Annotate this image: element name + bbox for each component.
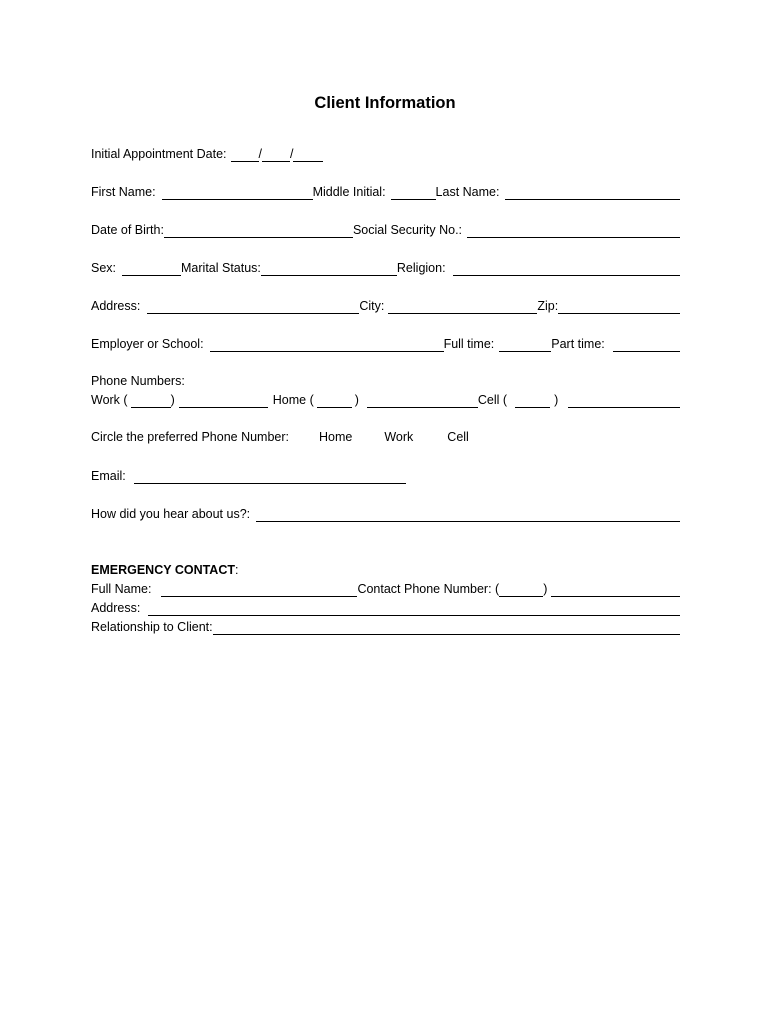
emergency-contact-heading: EMERGENCY CONTACT bbox=[91, 563, 235, 577]
work-phone-field[interactable] bbox=[179, 394, 268, 408]
date-of-birth-field[interactable] bbox=[164, 224, 353, 238]
preferred-option-work[interactable]: Work bbox=[384, 430, 414, 444]
last-name-field[interactable] bbox=[505, 186, 680, 200]
referral-label: How did you hear about us?: bbox=[91, 507, 251, 521]
appointment-day-field[interactable] bbox=[262, 148, 290, 162]
emergency-address-label: Address: bbox=[91, 601, 141, 615]
date-of-birth-label: Date of Birth: bbox=[91, 223, 164, 237]
religion-field[interactable] bbox=[453, 262, 680, 276]
sex-label: Sex: bbox=[91, 261, 117, 275]
sex-field[interactable] bbox=[122, 262, 181, 276]
address-row bbox=[91, 298, 680, 314]
first-name-label: First Name: bbox=[91, 185, 156, 199]
referral-row bbox=[91, 506, 680, 522]
relationship-label: Relationship to Client: bbox=[91, 620, 213, 634]
middle-initial-field[interactable] bbox=[391, 186, 436, 200]
appointment-row bbox=[91, 146, 680, 162]
full-time-label: Full time: bbox=[443, 337, 495, 351]
cell-phone-field[interactable] bbox=[568, 394, 680, 408]
preferred-phone-row bbox=[91, 429, 680, 445]
phones-row bbox=[91, 392, 680, 408]
preferred-option-home[interactable]: Home bbox=[319, 430, 353, 444]
emergency-phone-label: Contact Phone Number: ( bbox=[357, 582, 500, 596]
emergency-address-row bbox=[91, 600, 680, 616]
appointment-date-label: Initial Appointment Date: bbox=[91, 147, 227, 161]
full-time-field[interactable] bbox=[499, 338, 551, 352]
address-label: Address: bbox=[91, 299, 141, 313]
cell-phone-label: Cell ( bbox=[477, 393, 508, 407]
email-label: Email: bbox=[91, 469, 126, 483]
employment-row bbox=[91, 336, 680, 352]
emergency-heading-row bbox=[91, 562, 680, 578]
work-area-code-field[interactable] bbox=[131, 394, 171, 408]
phone-heading-row bbox=[91, 373, 680, 389]
form-title: Client Information bbox=[314, 94, 456, 112]
first-name-field[interactable] bbox=[162, 186, 313, 200]
preferred-option-cell[interactable]: Cell bbox=[447, 430, 469, 444]
home-phone-field[interactable] bbox=[367, 394, 478, 408]
address-field[interactable] bbox=[147, 300, 359, 314]
zip-field[interactable] bbox=[558, 300, 680, 314]
work-phone-label: Work ( bbox=[91, 393, 128, 407]
emergency-area-code-field[interactable] bbox=[499, 583, 543, 597]
employer-label: Employer or School: bbox=[91, 337, 204, 351]
email-row bbox=[91, 468, 680, 484]
employer-field[interactable] bbox=[210, 338, 444, 352]
paren-close: ) bbox=[543, 582, 548, 596]
relationship-field[interactable] bbox=[213, 621, 680, 635]
emergency-heading-colon: : bbox=[235, 563, 239, 577]
part-time-label: Part time: bbox=[551, 337, 605, 351]
city-label: City: bbox=[359, 299, 385, 313]
emergency-address-field[interactable] bbox=[148, 602, 680, 616]
last-name-label: Last Name: bbox=[435, 185, 500, 199]
birth-row bbox=[91, 222, 680, 238]
marital-status-label: Marital Status: bbox=[181, 261, 261, 275]
cell-area-code-field[interactable] bbox=[515, 394, 550, 408]
part-time-field[interactable] bbox=[613, 338, 680, 352]
ssn-field[interactable] bbox=[467, 224, 680, 238]
date-separator: / bbox=[258, 147, 262, 161]
religion-label: Religion: bbox=[396, 261, 446, 275]
preferred-phone-label: Circle the preferred Phone Number: bbox=[91, 430, 290, 444]
names-row bbox=[91, 184, 680, 200]
relationship-row bbox=[91, 619, 680, 635]
appointment-year-field[interactable] bbox=[293, 148, 323, 162]
email-field[interactable] bbox=[134, 470, 406, 484]
ssn-label: Social Security No.: bbox=[352, 223, 463, 237]
middle-initial-label: Middle Initial: bbox=[312, 185, 386, 199]
emergency-full-name-label: Full Name: bbox=[91, 582, 152, 596]
home-area-code-field[interactable] bbox=[317, 394, 352, 408]
marital-status-field[interactable] bbox=[261, 262, 397, 276]
emergency-name-row bbox=[91, 581, 680, 597]
appointment-month-field[interactable] bbox=[231, 148, 259, 162]
demographics-row bbox=[91, 260, 680, 276]
home-phone-label: Home ( bbox=[272, 393, 314, 407]
emergency-phone-field[interactable] bbox=[551, 583, 680, 597]
phone-numbers-heading: Phone Numbers: bbox=[91, 374, 185, 388]
emergency-full-name-field[interactable] bbox=[161, 583, 357, 597]
paren-close: ) bbox=[170, 393, 175, 407]
paren-close: ) bbox=[354, 393, 359, 407]
date-separator: / bbox=[289, 147, 294, 161]
city-field[interactable] bbox=[388, 300, 537, 314]
referral-field[interactable] bbox=[256, 508, 680, 522]
paren-close: ) bbox=[554, 393, 559, 407]
zip-label: Zip: bbox=[537, 299, 559, 313]
